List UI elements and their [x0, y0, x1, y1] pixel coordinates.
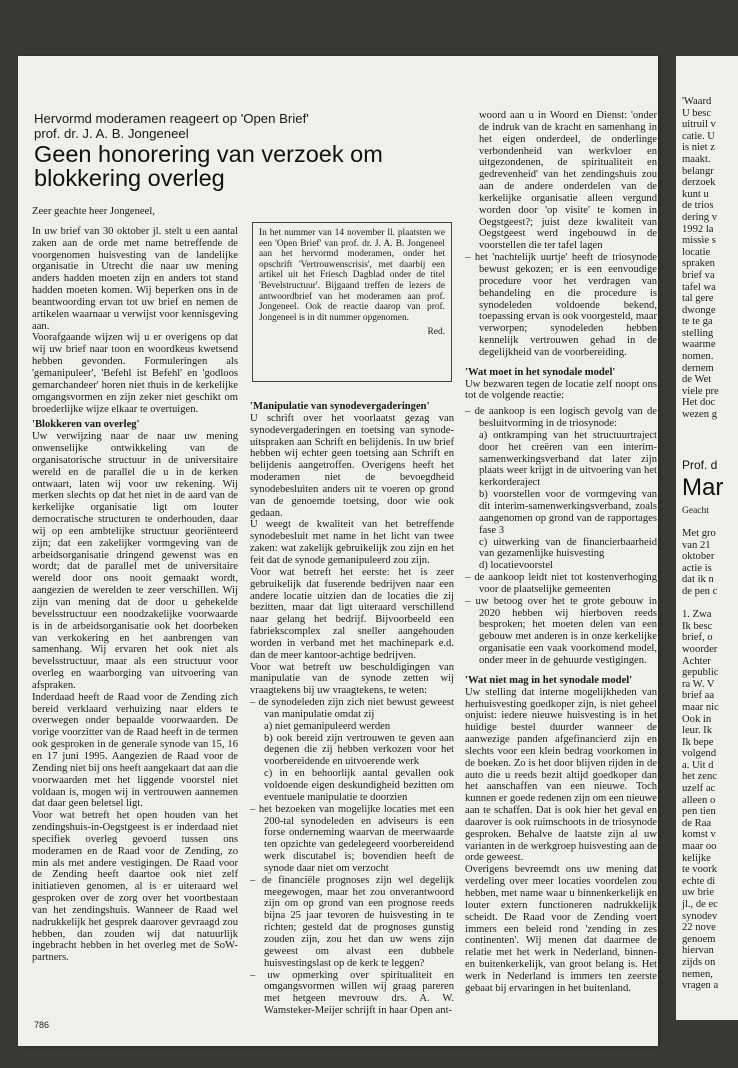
facing-page-bottom [676, 430, 738, 1020]
facing-subtitle: Geacht [682, 506, 709, 516]
facing-text-line: dwonge [682, 304, 716, 316]
facing-text-line: stelling [682, 327, 714, 339]
facing-text-line: dat ik n [682, 574, 714, 586]
paragraph: Voor wat betreft uw beschuldigingen van manipulatie van de synode zetten wij vraagtekens bij uw vraagtekens, te weten: [250, 661, 454, 697]
editorial-note-box [252, 222, 452, 382]
facing-text-line: missie s [682, 235, 716, 247]
list-item: – de financiële prognoses zijn wel degelijk meegewogen, maar het zou onverantwoord zijn om op grond van een prognose reeds bijna 25 jaar tevoren de huisvesting in te richten; gesteld dat de prognoses gunstig zouden zijn, zou het dan uw wens zijn geweest om alvast een dubbele huisvestingslast op de kerk te leggen? [250, 874, 454, 969]
facing-text-line: woorder [682, 643, 718, 655]
list-item: – uw betoog over het te grote gebouw in 2020 hebben wij hierboven reeds besproken; het moeten delen van een gebouw met anderen is in onze kerkelijke organisatie een vaak voorkomend model, onder meer in de gehuurde vestigingen. [465, 595, 657, 666]
facing-text-line: de Wet [682, 374, 712, 386]
article-kicker: Hervormd moderamen reageert op 'Open Brief' prof. dr. J. A. B. Jongeneel [34, 111, 309, 141]
facing-text-line [682, 598, 719, 610]
facing-text-line: gepublic [682, 667, 719, 679]
facing-text-line: derzoek [682, 177, 716, 189]
facing-text-line: genoem [682, 933, 716, 945]
article-page [18, 56, 658, 1046]
facing-text-line: te voork [682, 864, 718, 876]
facing-text-line: tafel wa [682, 281, 716, 293]
facing-text-line: tal gere [682, 293, 714, 305]
facing-page-text-top [682, 96, 719, 421]
facing-text-line: komst v [682, 829, 716, 841]
list-item: – de aankoop is een logisch gevolg van de besluitvorming in de triosynode: [465, 406, 657, 430]
facing-text-line: is niet z [682, 142, 715, 154]
facing-text-line: de trios [682, 200, 714, 212]
facing-text-line: oktober [682, 551, 715, 563]
facing-text-line: de Raa [682, 817, 712, 829]
facing-text-line: spraken [682, 258, 715, 270]
facing-text-line: maar oo [682, 841, 717, 853]
facing-text-line: uw brie [682, 887, 715, 899]
paragraph: Uw bezwaren tegen de locatie zelf noopt ons tot de volgende reactie: [465, 378, 657, 402]
paragraph: Voor wat betreft het open houden van het zendingshuis-in-Oegstgeest is er inderdaad niet specifiek overleg gevoerd tussen ons moderamen en de Raad voor de Zending, zo min als met andere vestigingen. De Raad voor de Zending heeft daartoe ook niet zelf initiatieven genomen, al is er uiteraard wel gesproken over de zorg over het voortbestaan van het zendingshuis. Wanneer de Raad wel nadrukkelijk het gesprek daarover gevraagd zou hebben, dan zouden wij dat natuurlijk ingebracht hebben in het overleg met de SoW-partners. [32, 810, 238, 964]
facing-text-line: U besc [682, 107, 712, 119]
editorial-signature: Red. [427, 327, 445, 338]
facing-text-line: 'Waard [682, 96, 712, 107]
facing-text-line: wezen g [682, 409, 717, 421]
paragraph: Voor wat betreft het eerste: het is zeer gebruikelijk dat fuserende bedrijven naar een andere locatie uitzien dan de locaties die zij bezitten, maar dat ligt uiteraard verschillend naar gelang het bedrijf. Bijvoorbeeld een fabriekscomplex zal sneller aangehouden worden in verband met het machinepark e.d. dan de meer kantoor-achtige bedrijven. [250, 566, 454, 661]
facing-text-line: Ik besc [682, 620, 713, 632]
paragraph: Voorafgaande wijzen wij u er overigens op dat wij uw brief naar toon en woordkeus kwetsend hebben gevonden. Formuleringen als 'gemanipuleer', 'Befehl ist Befehl' en 'godloos gemarchandeer' horen niet thuis in de kerkelijke omgangsvormen en zijn zeker niet geschikt om broederlijke wijze elkaar te overtuigen. [32, 332, 238, 415]
paragraph: U weegt de kwaliteit van het betreffende synodebesluit met name in het licht van twee zaken: wat zakelijk gebruikelijk zou zijn en het feit dat de synode gemanipuleerd zou zijn. [250, 519, 454, 566]
column-2 [250, 401, 454, 1017]
facing-text-line: te te ga [682, 316, 713, 328]
facing-text-line: actie is [682, 562, 712, 574]
facing-text-line: Achter [682, 655, 711, 667]
facing-text-line: 22 nove [682, 922, 716, 934]
facing-text-line: alleen o [682, 794, 716, 806]
list-item: – het 'nachtelijk uurtje' heeft de triosynode bewust gekozen; er is een eenvoudige procedure voor het verdragen van behandeling en die procedure is synodeleden voldoende bekend, toepassing ervan is ook voorgesteld, maar verworpen; synodeleden hebben kennelijk vertrouwen gehad in de degelijkheid van de voorbereiding. [465, 252, 657, 358]
facing-text-line: uzelf ac [682, 783, 716, 795]
section-heading: 'Blokkeren van overleg' [32, 419, 140, 431]
facing-text-line: kunt u [682, 188, 709, 200]
facing-text-line: het zenc [682, 771, 717, 783]
facing-text-line: dernem [682, 362, 714, 374]
facing-page-text-bottom [682, 528, 719, 992]
list-item: d) locatievoorstel [479, 560, 553, 572]
facing-text-line: 1992 la [682, 223, 714, 235]
paragraph: In uw brief van 30 oktober jl. stelt u een aantal zaken aan de orde met name betreffende de voorgenomen huisvesting van de landelijke organisatie in Utrecht die naar uw mening anders hadden moeten zijn en anders tot stand hadden moeten komen. Wij beperken ons in de beantwoording ervan tot uw brief en nemen de artikelen waarnaar u verwijst voor kennisgeving aan. [32, 225, 238, 332]
column-3 [465, 110, 657, 995]
paragraph: Uw verwijzing naar de naar uw mening onwenselijke ontwikkeling van de organisatorische structuur in de universitaire wereld en de parallel die u in de kerken ontwaart, laten wij voor uw rekening. Wij merken slechts op dat het niet in de aard van de kerkelijke organisatie ligt om louter democratische structuren te onderhouden, daar wij op een ambtelijke structuur georiënteerd zijn; dat een zakelijker vormgeving van de arbeidsorganisatie dringend gewenst was en wordt; dat de parallel met de universitaire wereld door ons nooit gemaakt wordt, aangezien de werelden te zeer verschillen. Wij zijn van mening dat de door u gehekelde bevelsstructuur een noodzakelijke voorwaarde is in de arbeidsorganisatie ook het doorbeken van verkokering en het aanbrengen van samenhang. Wij ervaren het ook niet als bevelsstructuur, maar als een structuur voor overleg en waarborging van uitvoering van afspraken. [32, 431, 238, 691]
paragraph: U schrift over het voorlaatst gezag van synodevergaderingen en toetsing van synode-uitspraken aan Schrift en belijdenis. In uw brief hebben wij echter geen toetsing aan Schrift en belijdenis aangetroffen. Overigens heeft het moderamen niet de bevoegdheid synodebesluiten anders uit te voeren op grond van de genoemde toetsing, door wie ook gedaan. [250, 412, 454, 519]
facing-text-line: locatie [682, 246, 711, 258]
facing-text-line: maar nic [682, 701, 719, 713]
list-item: – uw opmerking over spiritualiteit en omgangsvormen willen wij graag pareren met hetgeen mevrouw drs. A. W. Wamsteker-Meijer schrijft in haar Open ant- [250, 969, 454, 1017]
section-heading: 'Wat moet in het synodale model' [465, 366, 616, 378]
paragraph: Inderdaad heeft de Raad voor de Zending zich bereid verklaard verhuizing naar elders te overwegen onder bepaalde voorwaarden. De vorige voorzitter van de Raad heeft in de termen ook gesproken in de generale synode van 15, 16 en 17 juni 1995. Aangezien de Raad voor de Zending niet bij ons heeft aangekaart dat aan die voorwaarden met het liggende voorstel niet voldaan is, mogen wij in vertrouwen aannemen dat daar geen beletsel ligt. [32, 691, 238, 810]
facing-text-line: van 21 [682, 539, 711, 551]
facing-text-line: volgend [682, 748, 717, 760]
paragraph: Uw stelling dat interne mogelijkheden van herhuisvesting goedkoper zijn, is niet geheel onjuist: iedere nieuwe huisvesting is in het huidige bestel duurder wanneer de aanwezige panden afgefinancierd zijn en slechts voor een klein bedrag voorkomen in de boeken. Zo is het door blijven rijden in de auto die u reeds bezit altijd goedkoper dan het aanschaffen van een nieuwe. Toch kunnen er goede redenen zijn om een nieuwe aan te schaffen. Dat is ook hier het geval en daarover is ook ruimschoots in de triosynode gesproken. Behalve de laatste zijn al uw varianten in de werkgroep huisvesting aan de orde geweest. [465, 686, 657, 864]
paragraph: woord aan u in Woord en Dienst: 'onder de indruk van de kracht en samenhang in het eigen onderdeel, de onderlinge verbondenheid van werkvloer en uitgezondenen, de spiritualiteit en gedrevenheid' van het zendingshuis zou aan de andere onderdelen van de kerkelijke organisatie alleen vergund worden door 'op visite' te komen in Oegstgeest?; juist deze kwaliteit van Oegstgeest werd ingebouwd in de voorstellen die ter tafel lagen [479, 110, 657, 252]
facing-text-line: brief, o [682, 632, 713, 644]
facing-text-line: Met gro [682, 528, 716, 539]
facing-text-line: nemen, [682, 968, 713, 980]
list-item: a) ontkramping van het structuurtraject door het creëren van een interim-samenwerkingsverband dat later zijn plaats weer krijgt in de uitvoering van het kerkorderaject [479, 429, 657, 489]
list-item: – de synodeleden zijn zich niet bewust geweest van manipulatie omdat zij [250, 697, 454, 720]
facing-text-line: belangr [682, 165, 714, 177]
facing-text-line: de pen c [682, 585, 718, 597]
facing-text-line: catie. U [682, 130, 715, 142]
list-item: a) niet gemanipuleerd werden [264, 720, 391, 732]
list-item: c) uitwerking van de financierbaarheid van gezamenlijke huisvesting [479, 536, 657, 560]
facing-text-line: leur. Ik [682, 725, 713, 737]
facing-text-line: waarme [682, 339, 716, 351]
facing-text-line: jl., de ec [682, 899, 718, 910]
list-item: b) voorstellen voor de vormgeving van dit interim-samenwerkingsverband, zoals aangenomen op grond van de rapportages fase 3 [479, 489, 657, 536]
facing-title: Mar [682, 474, 724, 501]
facing-text-line: a. Uit d [682, 759, 714, 771]
facing-text-line: pen tien [682, 806, 716, 818]
section-heading: 'Wat niet mag in het synodale model' [465, 674, 633, 686]
facing-text-line: 1. Zwa [682, 609, 712, 621]
facing-text-line: ra W. V [682, 678, 715, 690]
editorial-note-text: In het nummer van 14 november ll. plaatsten we een 'Open Brief' van prof. dr. J. A. B. Jongeneel aan het hervormd moderamen, onder het opschrift 'Vertrouwenscrisis', met daarbij een artikel uit het Friesch Dagblad onder de titel 'Bevelstructuur'. Bijgaand treffen de lezers de antwoordbrief van het moderamen aan prof. Jongeneel. Ook de reactie daarop van prof. Jongeneel is in dit nummer opgenomen. [259, 228, 445, 323]
facing-text-line: synodev [682, 910, 718, 922]
facing-text-line: zijds on [682, 956, 716, 968]
facing-text-line: nomen. [682, 351, 714, 363]
facing-text-line: echte di [682, 875, 716, 887]
facing-text-line: brief aa [682, 690, 715, 702]
facing-text-line: Ook in [682, 713, 712, 725]
list-item: b) ook bereid zijn vertrouwen te geven aan degenen die zij hebben verkozen voor het voorbereidende en uitvoerende werk [264, 732, 454, 768]
column-1 [32, 206, 238, 964]
facing-text-line: hiervan [682, 945, 714, 957]
facing-text-line: viele pre [682, 385, 719, 397]
facing-text-line: maakt. [682, 153, 711, 165]
page-number: 786 [34, 1020, 50, 1030]
facing-text-line: dering v [682, 211, 718, 223]
article-headline: Geen honorering van verzoek om blokkering overleg [34, 141, 383, 191]
salutation: Zeer geachte heer Jongeneel, [32, 206, 155, 217]
facing-text-line: Het doc [682, 397, 716, 409]
list-item: – het bezoeken van mogelijke locaties met een 200-tal synodeleden en adviseurs is een forse onderneming waarvan de meerwaarde ten opzichte van gedelegeerd voorbereidend werk discutabel is; bovendien heeft de synode daar niet om verzocht [250, 803, 454, 874]
facing-text-line: brief va [682, 269, 715, 281]
section-heading: 'Manipulatie van synodevergaderingen' [250, 401, 430, 412]
facing-text-line: uitruil v [682, 119, 716, 131]
paragraph: Overigens bevreemdt ons uw mening dat verdeling over meer locaties voordelen zou hebben, met name waar u binnenkerkelijk en louter extern functioneren nadrukkelijk scheidt. De Raad voor de Zending voert immers een beleid rond 'zending in zes continenten'. Wij menen dat daarmee de relatie met het werk in Nederland, binnen- en buitenkerkelijk, van groot belang is. Het werk in Nederland is immers ten zeerste gebaat bij ervaringen in het buitenland. [465, 864, 657, 994]
facing-text-line: Ik bepe [682, 736, 714, 748]
facing-kicker: Prof. d [682, 458, 718, 472]
facing-text-line: kelijke [682, 852, 711, 864]
list-item: c) in en behoorlijk aantal gevallen ook voldoende eigen deskundigheid bezitten om eventuele manipulatie te doorzien [264, 768, 454, 803]
facing-text-line: vragen a [682, 980, 719, 992]
list-item: – de aankoop leidt niet tot kostenverhoging voor de plaatselijke gemeenten [465, 572, 657, 595]
